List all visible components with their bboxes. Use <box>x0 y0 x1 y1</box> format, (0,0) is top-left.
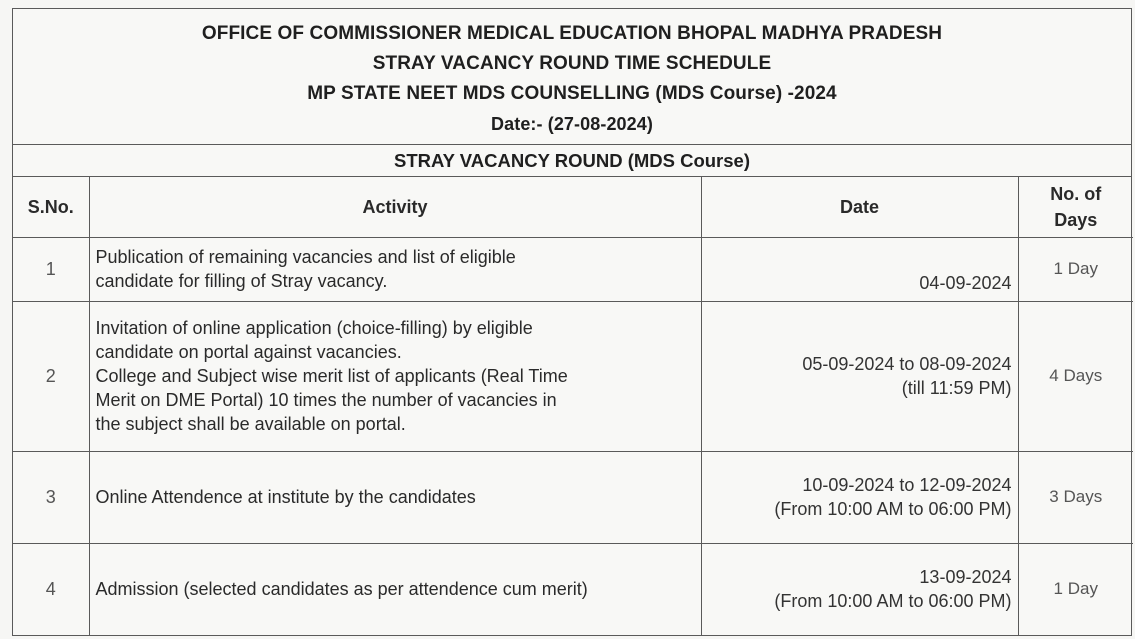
row-activity <box>89 451 701 543</box>
row-activity <box>89 237 701 301</box>
column-header-days <box>1018 177 1133 237</box>
activity-line: Publication of remaining vacancies and list of eligible <box>95 247 516 267</box>
column-header-activity: Activity <box>89 177 701 237</box>
date-line: 04-09-2024 <box>919 272 1012 293</box>
row-sno: 2 <box>13 301 89 451</box>
row-days: 3 Days <box>1018 451 1133 543</box>
activity-line: Admission (selected candidates as per attendence cum merit) <box>95 579 588 600</box>
document-date: Date:- (27-08-2024) <box>491 113 653 134</box>
schedule-document <box>12 8 1132 636</box>
row-days: 4 Days <box>1018 301 1133 451</box>
activity-line: Merit on DME Portal) 10 times the number of vacancies in <box>95 390 557 410</box>
row-date <box>701 237 1018 301</box>
column-header-date: Date <box>701 177 1018 237</box>
table-row <box>13 237 1133 301</box>
row-activity <box>89 301 701 451</box>
row-sno: 4 <box>13 543 89 635</box>
column-header-sno: S.No. <box>13 177 89 237</box>
round-title: STRAY VACANCY ROUND (MDS Course) <box>13 145 1131 177</box>
row-date <box>701 543 1018 635</box>
table-header-row <box>13 177 1133 237</box>
office-title: OFFICE OF COMMISSIONER MEDICAL EDUCATION BHOPAL MADHYA PRADESH <box>201 22 943 44</box>
row-activity <box>89 543 701 635</box>
column-header-days-line1: No. of <box>1050 183 1102 204</box>
schedule-table <box>13 177 1133 635</box>
table-row <box>13 301 1133 451</box>
activity-line: the subject shall be available on portal. <box>95 414 406 434</box>
row-days: 1 Day <box>1053 579 1098 599</box>
date-line: 10-09-2024 to 12-09-2024 <box>802 475 1012 495</box>
activity-line: Invitation of online application (choice-filling) by eligible <box>95 318 533 338</box>
activity-line: Online Attendence at institute by the candidates <box>95 487 476 507</box>
date-line: 13-09-2024 <box>919 567 1012 588</box>
table-row <box>13 451 1133 543</box>
row-sno: 3 <box>13 451 89 543</box>
column-header-days-line2: Days <box>1054 209 1098 230</box>
row-sno: 1 <box>13 237 89 301</box>
date-line: (till 11:59 PM) <box>901 378 1012 398</box>
activity-line: College and Subject wise merit list of applicants (Real Time <box>95 366 568 386</box>
date-line: (From 10:00 AM to 06:00 PM) <box>774 499 1012 519</box>
row-date <box>701 301 1018 451</box>
counselling-title: MP STATE NEET MDS COUNSELLING (MDS Course) -2024 <box>307 82 837 104</box>
document-header <box>13 9 1131 145</box>
activity-line: candidate on portal against vacancies. <box>95 342 402 362</box>
date-line: (From 10:00 AM to 06:00 PM) <box>774 591 1012 612</box>
row-date <box>701 451 1018 543</box>
date-line: 05-09-2024 to 08-09-2024 <box>802 354 1012 374</box>
row-days: 1 Day <box>1018 237 1133 301</box>
table-row <box>13 543 1133 635</box>
activity-line: candidate for filling of Stray vacancy. <box>95 271 388 291</box>
schedule-title: STRAY VACANCY ROUND TIME SCHEDULE <box>372 52 772 74</box>
